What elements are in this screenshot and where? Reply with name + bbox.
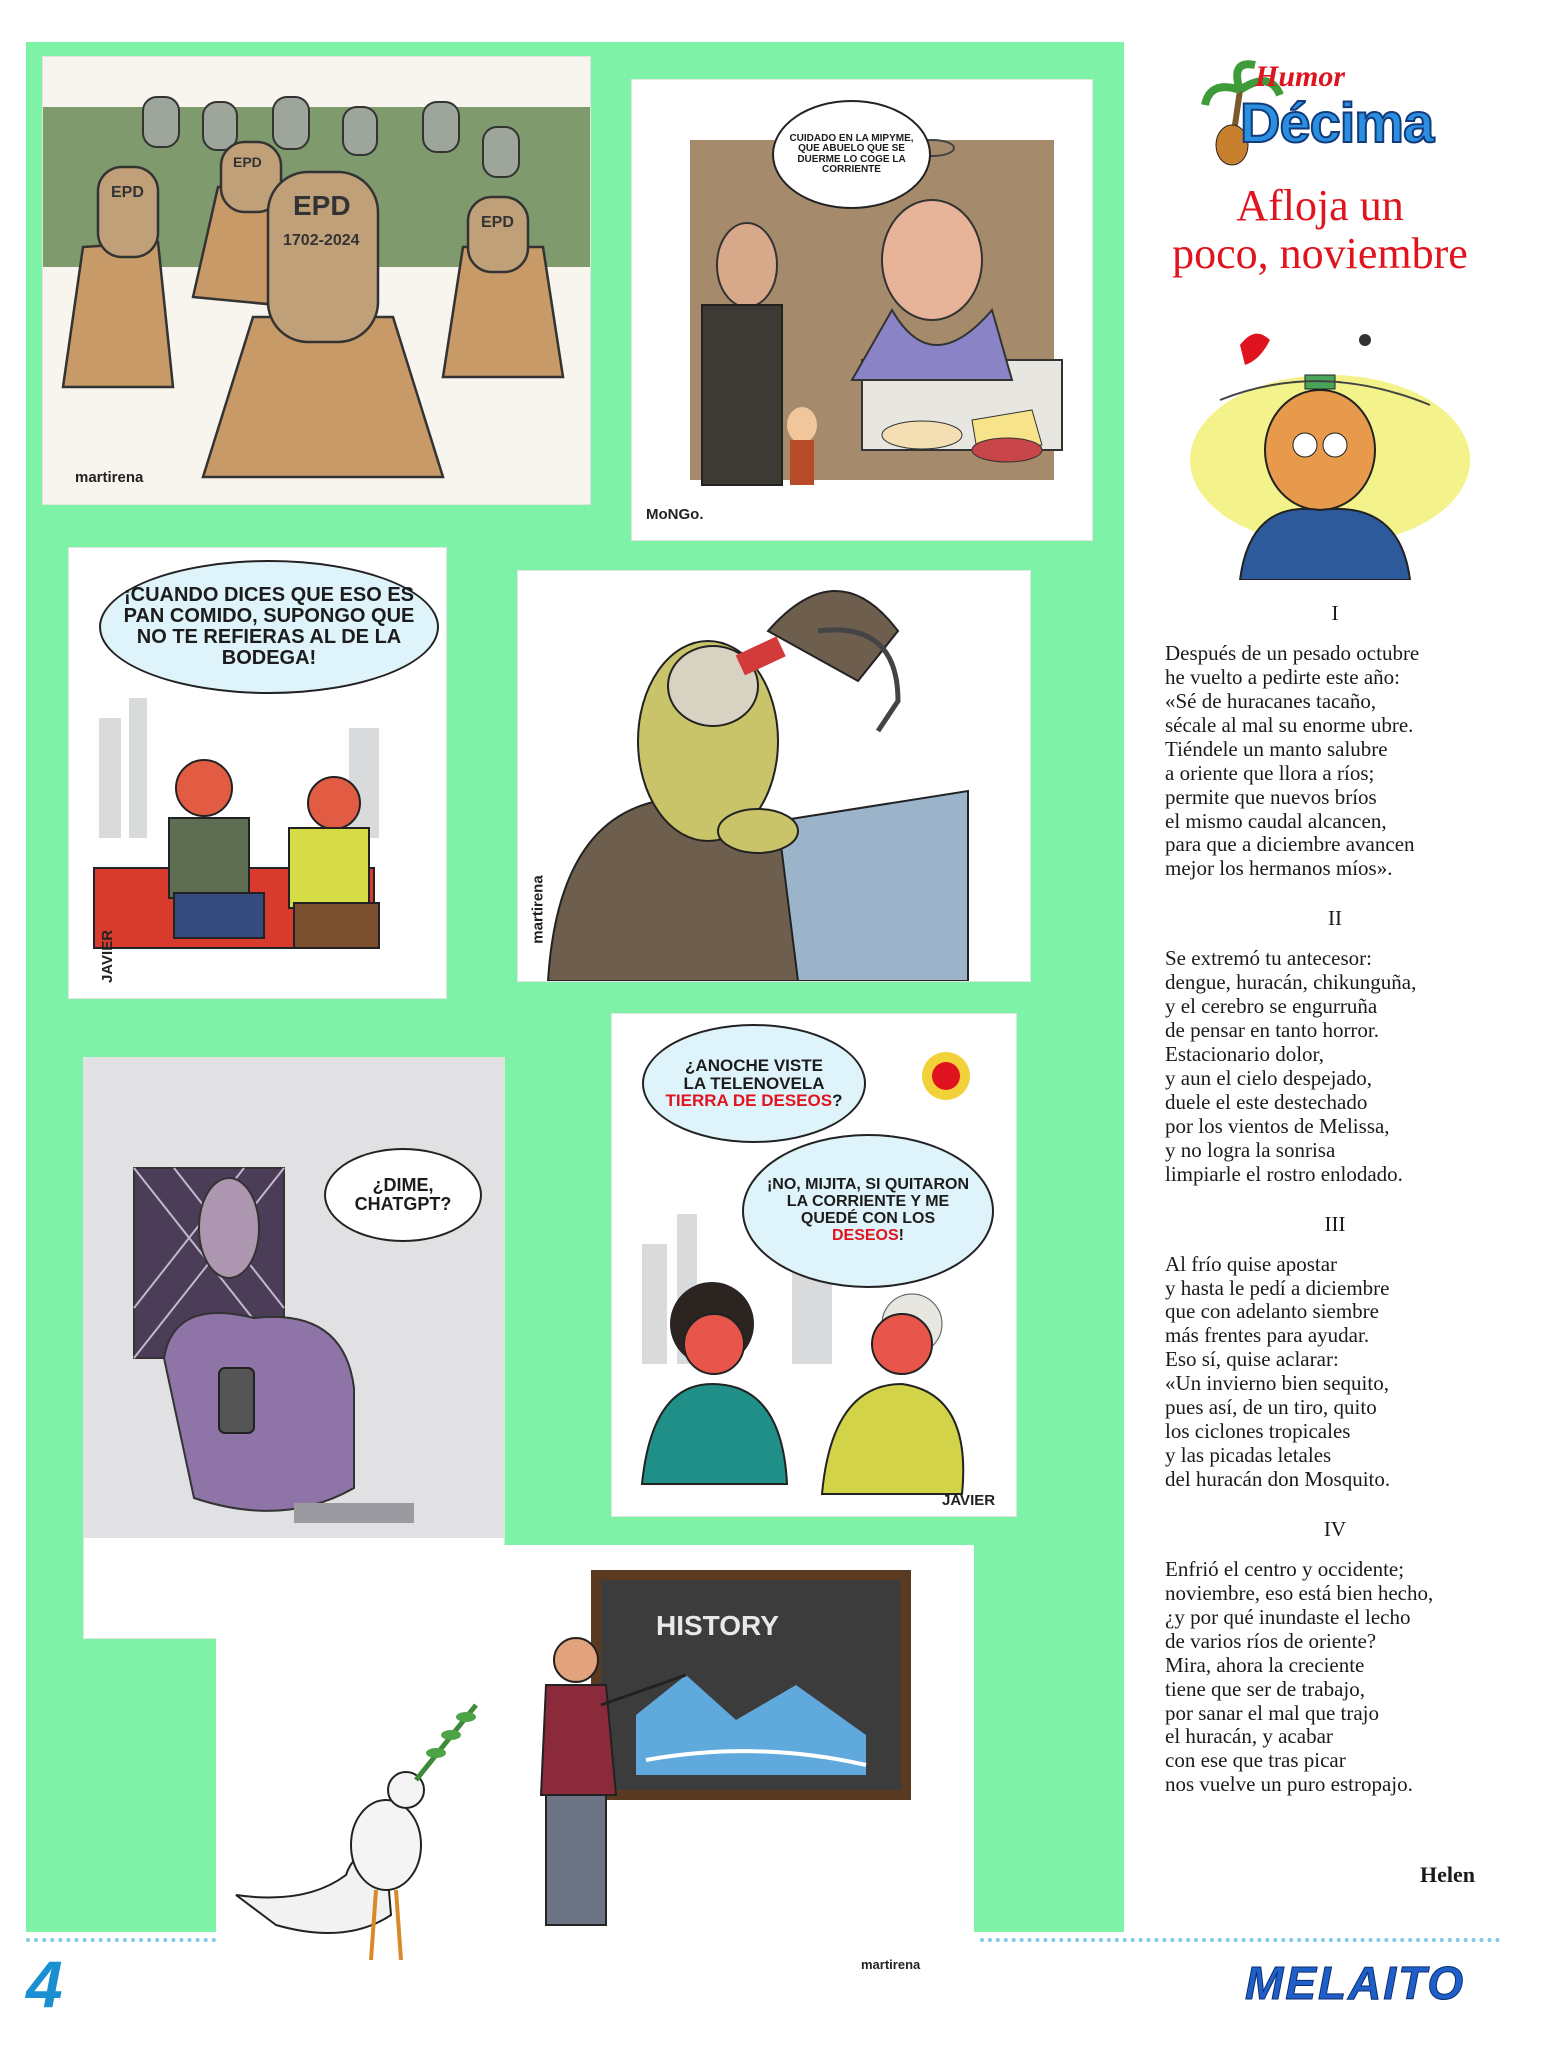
cartoon-history	[216, 1545, 974, 1975]
poem-line: tiene que ser de trabajo,	[1165, 1676, 1365, 1701]
poem-line: Estacionario dolor,	[1165, 1042, 1324, 1066]
poem-line: Mira, ahora la creciente	[1165, 1652, 1365, 1677]
stanza-number: III	[1324, 1211, 1346, 1236]
poem-line: que con adelanto siembre	[1165, 1299, 1379, 1324]
humor-decima-logo	[1200, 60, 1440, 170]
humor-logo-text: Humor	[1255, 60, 1346, 93]
stanza-number: I	[1331, 601, 1339, 625]
poem-title	[1140, 182, 1500, 277]
poem-line: y las picadas letales	[1165, 1443, 1332, 1468]
poem-line: y el cerebro se engurruña	[1165, 994, 1378, 1019]
poem-line: del huracán don Mosquito.	[1165, 1467, 1391, 1491]
poem-line: limpiarle el rostro enlodado.	[1165, 1161, 1403, 1186]
cartoon-telenovela	[612, 1014, 1016, 1516]
telenovela-q-line2: LA TELENOVELA	[683, 1073, 825, 1093]
telenovela-a-end: !	[898, 1226, 904, 1244]
poem-line: ¿y por qué inundaste el lecho	[1165, 1604, 1411, 1629]
stanza-number: II	[1328, 906, 1342, 931]
stanza-2	[1165, 947, 1505, 1186]
poem-line: mejor los hermanos míos».	[1165, 856, 1393, 881]
history-illustration	[216, 1545, 974, 1975]
tombstone-dates-label: 1702-2024	[283, 232, 360, 249]
page-number: 4	[26, 1947, 63, 2021]
poem-line: noviembre, eso está bien hecho,	[1165, 1580, 1434, 1605]
poem-line: por sanar el mal que trajo	[1165, 1700, 1379, 1725]
stanza-3	[1165, 1253, 1505, 1492]
brain-signature: martirena	[529, 875, 547, 944]
poem-line: sécale al mal su enorme ubre.	[1165, 712, 1414, 737]
cartoon-mipyme	[632, 80, 1092, 540]
bodega-speech-bubble: ¡CUANDO DICES QUE ESO ES PAN COMIDO, SUPONGO QUE NO TE REFIERAS AL DE LA BODEGA!	[99, 560, 439, 694]
poem-line: el mismo caudal alcancen,	[1165, 808, 1387, 833]
cartoon-bodega	[69, 548, 446, 998]
footer-divider-right	[980, 1938, 1500, 1942]
poem-line: de varios ríos de oriente?	[1165, 1628, 1377, 1653]
tombstone-epd-small-3: EPD	[481, 214, 514, 231]
poem-line: pues así, de un tiro, quito	[1165, 1395, 1377, 1420]
poem-line: el huracán, y acabar	[1165, 1724, 1333, 1749]
tombstones-signature: martirena	[75, 469, 144, 486]
poem-line: «Sé de huracanes tacaño,	[1165, 688, 1377, 713]
mipyme-signature: MoNGo.	[646, 506, 704, 523]
history-board-text: HISTORY	[656, 1610, 779, 1641]
telenovela-a-red: DESEOS	[831, 1226, 899, 1244]
poem-body	[1165, 602, 1505, 1823]
poem-author: Helen	[1420, 1862, 1475, 1887]
bodega-signature: JAVIER	[99, 929, 117, 984]
tombstone-epd-label: EPD	[293, 190, 351, 221]
footer-divider-left	[26, 1938, 216, 1942]
poem-line: por los vientos de Melissa,	[1165, 1113, 1390, 1138]
poem-line: Al frío quise apostar	[1165, 1251, 1338, 1276]
poem-line: los ciclones tropicales	[1165, 1419, 1351, 1444]
tombstone-epd-small-1: EPD	[111, 184, 144, 201]
stanza-1	[1165, 642, 1505, 881]
poem-line: y aun el cielo despejado,	[1165, 1065, 1373, 1090]
poem-line: «Un invierno bien sequito,	[1165, 1371, 1389, 1396]
cartoon-brain	[518, 571, 1030, 981]
tombstone-epd-small-2: EPD	[233, 154, 262, 170]
poem-illustration	[1180, 320, 1470, 580]
poem-title-line1: Afloja un	[1236, 181, 1404, 230]
decima-logo-text: Décima	[1240, 91, 1434, 154]
telenovela-q-end: ?	[832, 1091, 843, 1111]
poem-line: duele el este destechado	[1165, 1089, 1368, 1114]
poem-line: más frentes para ayudar.	[1165, 1323, 1370, 1348]
poem-line: Se extremó tu antecesor:	[1165, 946, 1373, 971]
poem-line: permite que nuevos bríos	[1165, 784, 1377, 809]
poem-line: y no logra la sonrisa	[1165, 1137, 1336, 1162]
brain-illustration	[518, 571, 1030, 981]
chatgpt-speech-bubble: ¿DIME, CHATGPT?	[324, 1148, 482, 1242]
mipyme-speech-bubble: CUIDADO EN LA MIPYME, QUE ABUELO QUE SE DUERME LO COGE LA CORRIENTE	[772, 100, 931, 209]
stanza-number: IV	[1323, 1516, 1347, 1541]
poem-line: a oriente que llora a ríos;	[1165, 760, 1375, 785]
telenovela-a-main: ¡NO, MIJITA, SI QUITARON LA CORRIENTE Y ME QUEDÉ CON LOS	[766, 1176, 970, 1227]
melaito-logo-text: MELAITO	[1245, 1957, 1466, 2009]
cartoon-tombstones	[43, 57, 590, 504]
poem-line: de pensar en tanto horror.	[1165, 1018, 1380, 1043]
poem-line: con ese que tras picar	[1165, 1748, 1346, 1773]
poem-line: he vuelto a pedirte este año:	[1165, 664, 1400, 689]
poem-line: Después de un pesado octubre	[1165, 640, 1420, 665]
tombstones-illustration	[43, 57, 590, 504]
poem-line: Enfrió el centro y occidente;	[1165, 1556, 1405, 1581]
telenovela-answer-bubble	[742, 1134, 994, 1288]
telenovela-signature: JAVIER	[942, 1492, 996, 1509]
poem-line: y hasta le pedí a diciembre	[1165, 1275, 1390, 1300]
melaito-logo	[1245, 1956, 1490, 2018]
history-signature: martirena	[861, 1957, 921, 1972]
poem-line: nos vuelve un puro estropajo.	[1165, 1772, 1413, 1797]
poem-line: Tiéndele un manto salubre	[1165, 736, 1388, 761]
poem-title-line2: poco, noviembre	[1172, 228, 1468, 278]
poem-line: para que a diciembre avancen	[1165, 832, 1415, 857]
poem-line: Eso sí, quise aclarar:	[1165, 1347, 1339, 1372]
telenovela-q-line1: ¿ANOCHE VISTE	[685, 1055, 823, 1075]
telenovela-question-bubble	[642, 1024, 866, 1143]
poem-line: dengue, huracán, chikunguña,	[1165, 970, 1417, 995]
stanza-4	[1165, 1558, 1505, 1797]
telenovela-q-title: TIERRA DE DESEOS	[665, 1091, 833, 1111]
worried-man-icon	[1180, 320, 1470, 580]
